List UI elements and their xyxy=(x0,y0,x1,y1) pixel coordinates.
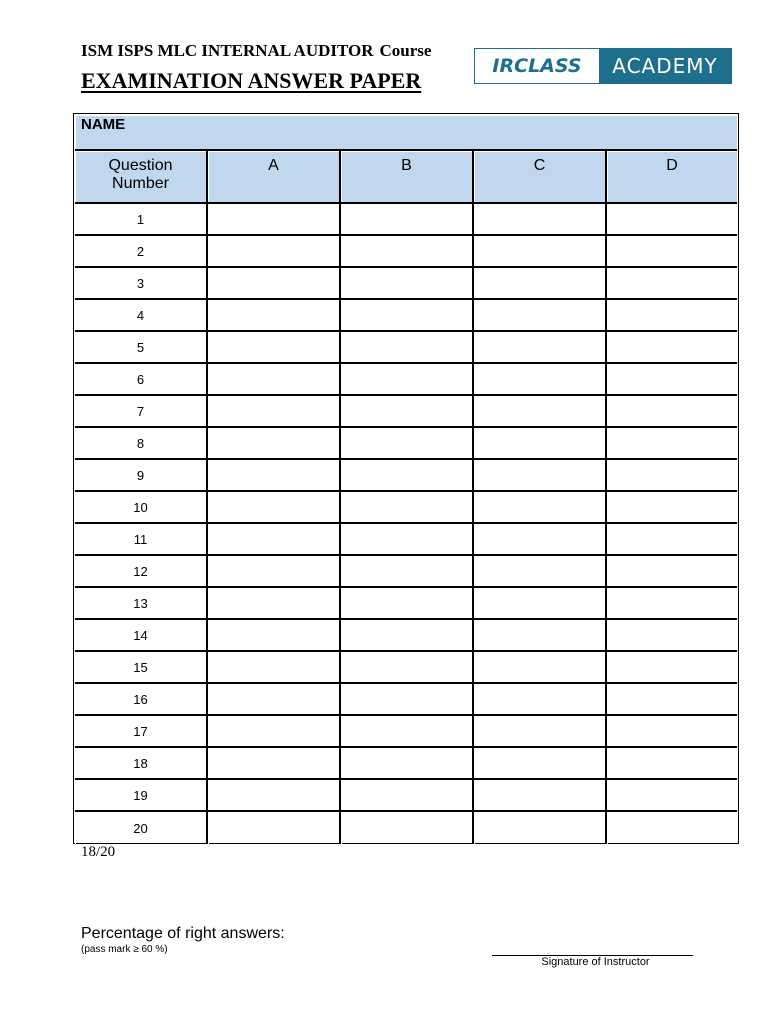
question-number-cell: 2 xyxy=(75,236,208,268)
answer-cell-b[interactable] xyxy=(341,300,474,332)
page-title: EXAMINATION ANSWER PAPER xyxy=(81,68,422,93)
answer-cell-a[interactable] xyxy=(208,492,341,524)
answer-cell-c[interactable] xyxy=(474,332,607,364)
answer-cell-c[interactable] xyxy=(474,204,607,236)
answer-cell-c[interactable] xyxy=(474,716,607,748)
question-number-cell: 12 xyxy=(75,556,208,588)
logo-irclass-text: IRCLASS xyxy=(475,49,599,83)
answer-cell-c[interactable] xyxy=(474,684,607,716)
answer-cell-d[interactable] xyxy=(607,652,737,684)
answer-cell-d[interactable] xyxy=(607,364,737,396)
table-row xyxy=(75,204,737,236)
answer-cell-a[interactable] xyxy=(208,364,341,396)
answer-cell-d[interactable] xyxy=(607,780,737,812)
answer-cell-a[interactable] xyxy=(208,620,341,652)
name-label: NAME xyxy=(81,116,126,133)
question-number-cell: 10 xyxy=(75,492,208,524)
course-title xyxy=(81,41,431,61)
irclass-academy-logo xyxy=(474,48,732,84)
question-number-cell: 20 xyxy=(75,812,208,844)
table-row xyxy=(75,300,737,332)
answer-sheet xyxy=(73,113,739,844)
answer-cell-a[interactable] xyxy=(208,300,341,332)
answer-cell-d[interactable] xyxy=(607,460,737,492)
answer-cell-c[interactable] xyxy=(474,396,607,428)
course-title-text: ISM ISPS MLC INTERNAL AUDITOR xyxy=(81,41,374,60)
table-row xyxy=(75,652,737,684)
table-row xyxy=(75,780,737,812)
answer-cell-d[interactable] xyxy=(607,396,737,428)
question-number-cell: 15 xyxy=(75,652,208,684)
answer-cell-b[interactable] xyxy=(341,396,474,428)
question-number-cell: 18 xyxy=(75,748,208,780)
answer-cell-b[interactable] xyxy=(341,716,474,748)
pass-mark-note: (pass mark ≥ 60 %) xyxy=(81,944,168,955)
table-row xyxy=(75,716,737,748)
answer-cell-a[interactable] xyxy=(208,524,341,556)
percentage-label: Percentage of right answers: xyxy=(81,925,285,942)
answer-cell-d[interactable] xyxy=(607,556,737,588)
answer-cell-c[interactable] xyxy=(474,428,607,460)
answer-cell-c[interactable] xyxy=(474,364,607,396)
answer-cell-d[interactable] xyxy=(607,428,737,460)
score-text: 18/20 xyxy=(81,844,116,860)
answer-cell-d[interactable] xyxy=(607,204,737,236)
question-number-cell: 17 xyxy=(75,716,208,748)
answer-cell-c[interactable] xyxy=(474,652,607,684)
answer-cell-b[interactable] xyxy=(341,748,474,780)
table-row xyxy=(75,332,737,364)
table-row xyxy=(75,588,737,620)
name-row xyxy=(75,115,737,151)
answer-cell-d[interactable] xyxy=(607,492,737,524)
question-number-header: Question Number xyxy=(75,151,208,204)
answer-cell-b[interactable] xyxy=(341,780,474,812)
answer-cell-b[interactable] xyxy=(341,556,474,588)
answer-cell-d[interactable] xyxy=(607,620,737,652)
question-number-cell: 5 xyxy=(75,332,208,364)
answer-cell-a[interactable] xyxy=(208,268,341,300)
answer-cell-b[interactable] xyxy=(341,620,474,652)
table-row xyxy=(75,684,737,716)
question-number-cell: 16 xyxy=(75,684,208,716)
answer-cell-c[interactable] xyxy=(474,748,607,780)
option-b-header: B xyxy=(341,151,474,204)
answer-cell-c[interactable] xyxy=(474,588,607,620)
answer-cell-a[interactable] xyxy=(208,812,341,844)
answer-cell-a[interactable] xyxy=(208,652,341,684)
answer-cell-a[interactable] xyxy=(208,204,341,236)
answer-cell-a[interactable] xyxy=(208,556,341,588)
answer-cell-c[interactable] xyxy=(474,620,607,652)
answer-cell-c[interactable] xyxy=(474,812,607,844)
answer-cell-c[interactable] xyxy=(474,492,607,524)
answer-cell-c[interactable] xyxy=(474,460,607,492)
answer-cell-a[interactable] xyxy=(208,716,341,748)
answer-cell-b[interactable] xyxy=(341,268,474,300)
answer-cell-d[interactable] xyxy=(607,268,737,300)
question-number-cell: 9 xyxy=(75,460,208,492)
table-row xyxy=(75,812,737,844)
answer-cell-a[interactable] xyxy=(208,588,341,620)
table-row xyxy=(75,268,737,300)
answer-cell-b[interactable] xyxy=(341,428,474,460)
table-row xyxy=(75,524,737,556)
option-d-header: D xyxy=(607,151,737,204)
answer-cell-c[interactable] xyxy=(474,268,607,300)
answer-cell-d[interactable] xyxy=(607,236,737,268)
answer-cell-d[interactable] xyxy=(607,300,737,332)
table-row xyxy=(75,236,737,268)
answer-cell-c[interactable] xyxy=(474,780,607,812)
table-row xyxy=(75,396,737,428)
answer-cell-b[interactable] xyxy=(341,812,474,844)
table-row xyxy=(75,748,737,780)
question-number-cell: 13 xyxy=(75,588,208,620)
table-row xyxy=(75,620,737,652)
option-c-header: C xyxy=(474,151,607,204)
signature-label: Signature of Instructor xyxy=(541,956,650,968)
answer-cell-d[interactable] xyxy=(607,748,737,780)
logo-academy-text: ACADEMY xyxy=(599,49,731,83)
question-number-cell: 7 xyxy=(75,396,208,428)
table-row xyxy=(75,492,737,524)
question-number-cell: 14 xyxy=(75,620,208,652)
answer-cell-a[interactable] xyxy=(208,748,341,780)
answer-table xyxy=(75,115,737,844)
answer-cell-c[interactable] xyxy=(474,236,607,268)
question-number-cell: 8 xyxy=(75,428,208,460)
table-row xyxy=(75,556,737,588)
answer-cell-b[interactable] xyxy=(341,652,474,684)
answer-cell-a[interactable] xyxy=(208,428,341,460)
answer-cell-a[interactable] xyxy=(208,684,341,716)
question-number-cell: 3 xyxy=(75,268,208,300)
answer-cell-b[interactable] xyxy=(341,492,474,524)
answer-cell-a[interactable] xyxy=(208,396,341,428)
table-row xyxy=(75,364,737,396)
table-row xyxy=(75,460,737,492)
answer-cell-c[interactable] xyxy=(474,556,607,588)
option-a-header: A xyxy=(208,151,341,204)
answer-cell-b[interactable] xyxy=(341,236,474,268)
answer-cell-a[interactable] xyxy=(208,236,341,268)
answer-cell-d[interactable] xyxy=(607,524,737,556)
answer-cell-d[interactable] xyxy=(607,588,737,620)
answer-cell-d[interactable] xyxy=(607,684,737,716)
answer-cell-b[interactable] xyxy=(341,684,474,716)
table-row xyxy=(75,428,737,460)
question-number-cell: 6 xyxy=(75,364,208,396)
question-number-cell: 19 xyxy=(75,780,208,812)
name-field[interactable] xyxy=(75,115,737,151)
course-word: Course xyxy=(379,41,432,60)
answer-cell-b[interactable] xyxy=(341,364,474,396)
question-number-cell: 4 xyxy=(75,300,208,332)
answer-cell-d[interactable] xyxy=(607,812,737,844)
header-row xyxy=(75,151,737,204)
answer-cell-b[interactable] xyxy=(341,524,474,556)
answer-cell-c[interactable] xyxy=(474,300,607,332)
answer-cell-c[interactable] xyxy=(474,524,607,556)
question-number-cell: 1 xyxy=(75,204,208,236)
question-number-cell: 11 xyxy=(75,524,208,556)
answer-cell-d[interactable] xyxy=(607,716,737,748)
answer-cell-b[interactable] xyxy=(341,460,474,492)
answer-cell-b[interactable] xyxy=(341,588,474,620)
answer-cell-a[interactable] xyxy=(208,332,341,364)
answer-cell-b[interactable] xyxy=(341,204,474,236)
answer-cell-d[interactable] xyxy=(607,332,737,364)
answer-cell-b[interactable] xyxy=(341,332,474,364)
answer-cell-a[interactable] xyxy=(208,780,341,812)
answer-cell-a[interactable] xyxy=(208,460,341,492)
